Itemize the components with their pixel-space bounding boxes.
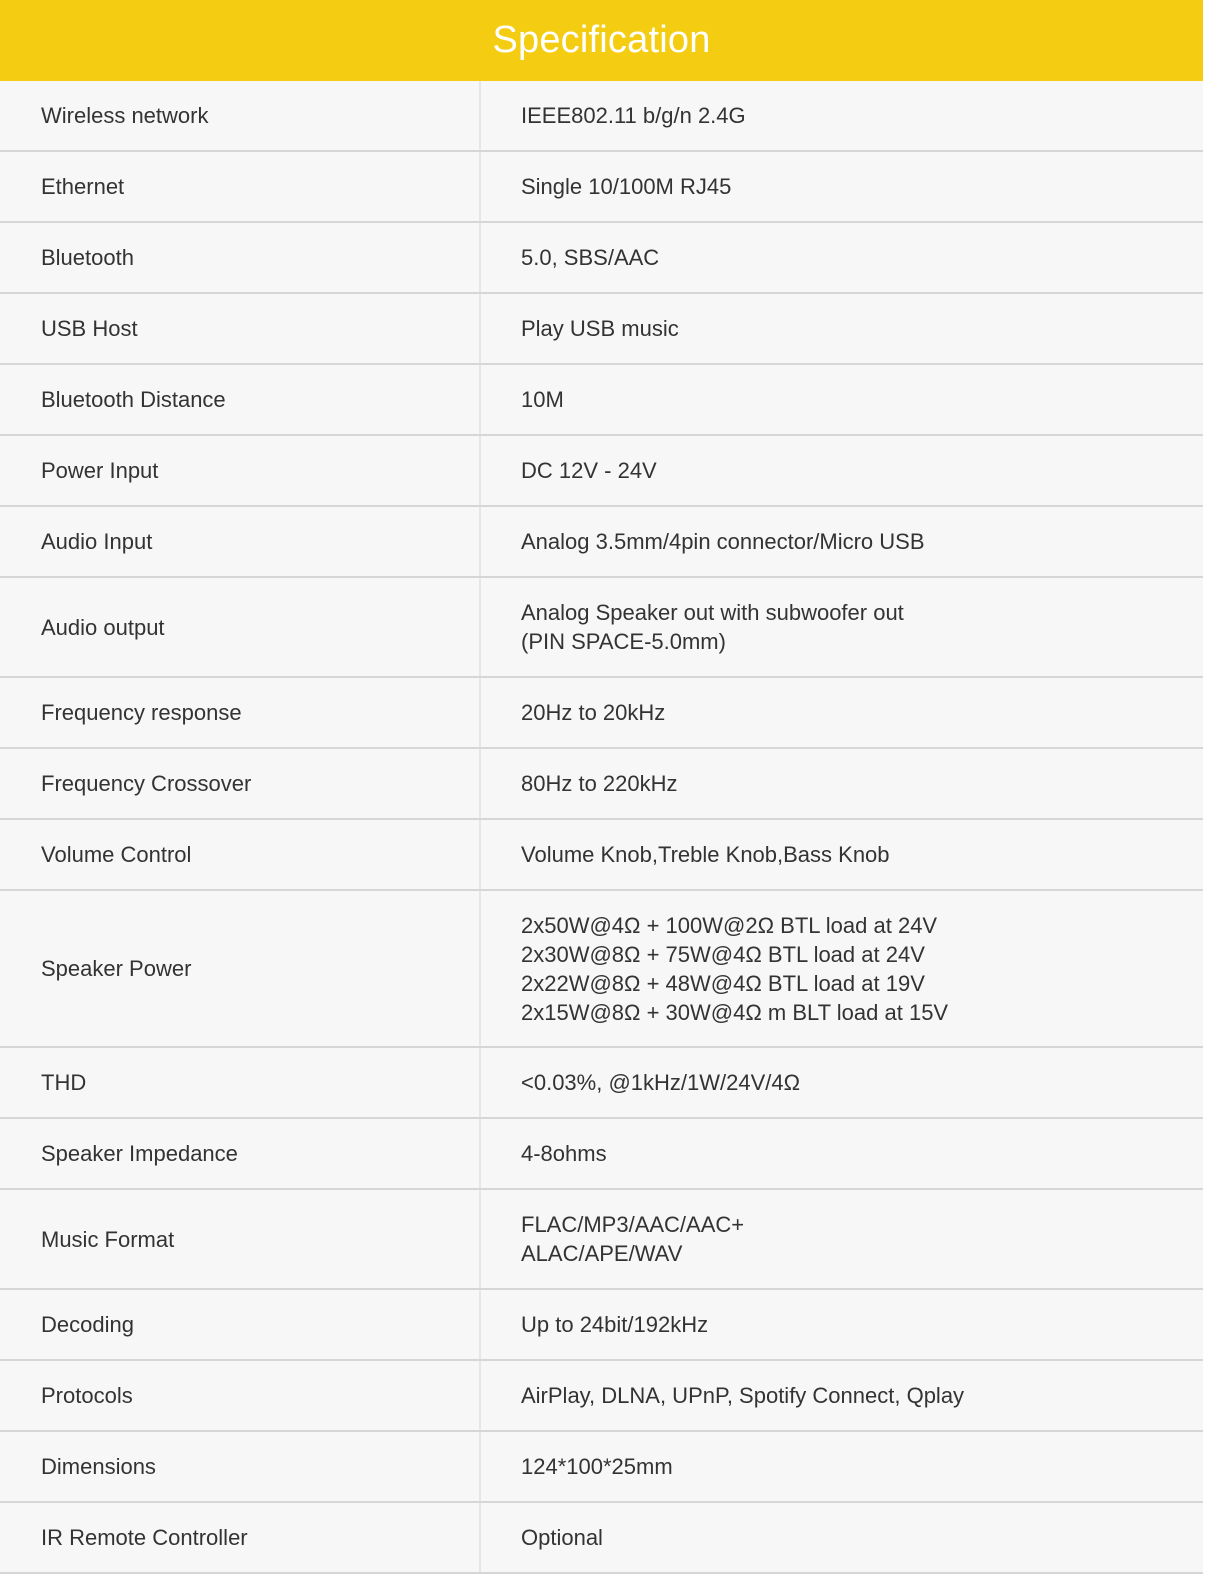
- spec-value: [480, 1047, 1203, 1118]
- spec-value-line: 10M: [521, 387, 564, 412]
- spec-label: Frequency Crossover: [0, 748, 480, 819]
- spec-value: [480, 677, 1203, 748]
- spec-value-line: Analog 3.5mm/4pin connector/Micro USB: [521, 529, 925, 554]
- spec-value: [480, 1502, 1203, 1573]
- spec-row: [0, 151, 1203, 222]
- spec-value-line: 20Hz to 20kHz: [521, 700, 666, 725]
- spec-value-line: FLAC/MP3/AAC/AAC+: [521, 1212, 745, 1237]
- spec-row: [0, 435, 1203, 506]
- spec-value: [480, 1289, 1203, 1360]
- spec-row: [0, 677, 1203, 748]
- spec-label: Decoding: [0, 1289, 480, 1360]
- spec-value-line: DC 12V - 24V: [521, 458, 657, 483]
- spec-value: [480, 748, 1203, 819]
- spec-label: Speaker Power: [0, 890, 480, 1047]
- spec-table: [0, 81, 1203, 1574]
- spec-value: [480, 222, 1203, 293]
- spec-row: [0, 1360, 1203, 1431]
- spec-value-line: <0.03%, @1kHz/1W/24V/4Ω: [521, 1070, 801, 1095]
- spec-label: Dimensions: [0, 1431, 480, 1502]
- spec-label: Wireless network: [0, 81, 480, 151]
- spec-row: [0, 1047, 1203, 1118]
- spec-value: [480, 506, 1203, 577]
- spec-row: [0, 890, 1203, 1047]
- spec-label: Protocols: [0, 1360, 480, 1431]
- spec-row: [0, 1118, 1203, 1189]
- spec-value-line: 80Hz to 220kHz: [521, 771, 678, 796]
- spec-value: [480, 890, 1203, 1047]
- spec-row: [0, 1189, 1203, 1289]
- spec-value-line: ALAC/APE/WAV: [521, 1241, 683, 1266]
- spec-label: Audio Input: [0, 506, 480, 577]
- spec-row: [0, 222, 1203, 293]
- spec-value: [480, 435, 1203, 506]
- spec-value-line: 5.0, SBS/AAC: [521, 245, 660, 270]
- spec-value: [480, 364, 1203, 435]
- spec-value-line: Play USB music: [521, 316, 679, 341]
- spec-value-line: Analog Speaker out with subwoofer out: [521, 600, 904, 625]
- spec-row: [0, 81, 1203, 151]
- spec-label: IR Remote Controller: [0, 1502, 480, 1573]
- spec-value-line: 4-8ohms: [521, 1141, 607, 1166]
- spec-value: [480, 1189, 1203, 1289]
- spec-value: [480, 151, 1203, 222]
- spec-label: Speaker Impedance: [0, 1118, 480, 1189]
- spec-value-line: Optional: [521, 1525, 603, 1550]
- spec-value: [480, 81, 1203, 151]
- spec-value-line: 2x15W@8Ω + 30W@4Ω m BLT load at 15V: [521, 999, 949, 1025]
- spec-row: [0, 293, 1203, 364]
- spec-value-line: AirPlay, DLNA, UPnP, Spotify Connect, Qplay: [521, 1383, 965, 1408]
- spec-row: [0, 1289, 1203, 1360]
- spec-table-body: [0, 81, 1203, 1573]
- spec-value-line: 2x22W@8Ω + 48W@4Ω BTL load at 19V: [521, 970, 925, 996]
- spec-value: [480, 577, 1203, 677]
- spec-row: [0, 506, 1203, 577]
- spec-label: Bluetooth Distance: [0, 364, 480, 435]
- spec-label: Frequency response: [0, 677, 480, 748]
- spec-value-line: (PIN SPACE-5.0mm): [521, 629, 726, 654]
- spec-label: Power Input: [0, 435, 480, 506]
- spec-value: [480, 1118, 1203, 1189]
- spec-value: [480, 1431, 1203, 1502]
- spec-value-line: 124*100*25mm: [521, 1454, 673, 1479]
- spec-value-line: 2x30W@8Ω + 75W@4Ω BTL load at 24V: [521, 941, 925, 967]
- spec-title: Specification: [0, 0, 1203, 81]
- spec-label: USB Host: [0, 293, 480, 364]
- spec-value-line: Single 10/100M RJ45: [521, 174, 732, 199]
- spec-value-line: IEEE802.11 b/g/n 2.4G: [521, 103, 746, 128]
- spec-value: [480, 1360, 1203, 1431]
- spec-row: [0, 819, 1203, 890]
- spec-row: [0, 748, 1203, 819]
- spec-label: Music Format: [0, 1189, 480, 1289]
- spec-value: [480, 293, 1203, 364]
- spec-row: [0, 577, 1203, 677]
- spec-row: [0, 364, 1203, 435]
- spec-label: THD: [0, 1047, 480, 1118]
- spec-value-line: 2x50W@4Ω + 100W@2Ω BTL load at 24V: [521, 912, 938, 938]
- spec-label: Volume Control: [0, 819, 480, 890]
- spec-label: Audio output: [0, 577, 480, 677]
- spec-value-line: Up to 24bit/192kHz: [521, 1312, 709, 1337]
- spec-row: [0, 1502, 1203, 1573]
- spec-value-line: Volume Knob,Treble Knob,Bass Knob: [521, 842, 890, 867]
- spec-label: Bluetooth: [0, 222, 480, 293]
- spec-label: Ethernet: [0, 151, 480, 222]
- spec-row: [0, 1431, 1203, 1502]
- spec-value: [480, 819, 1203, 890]
